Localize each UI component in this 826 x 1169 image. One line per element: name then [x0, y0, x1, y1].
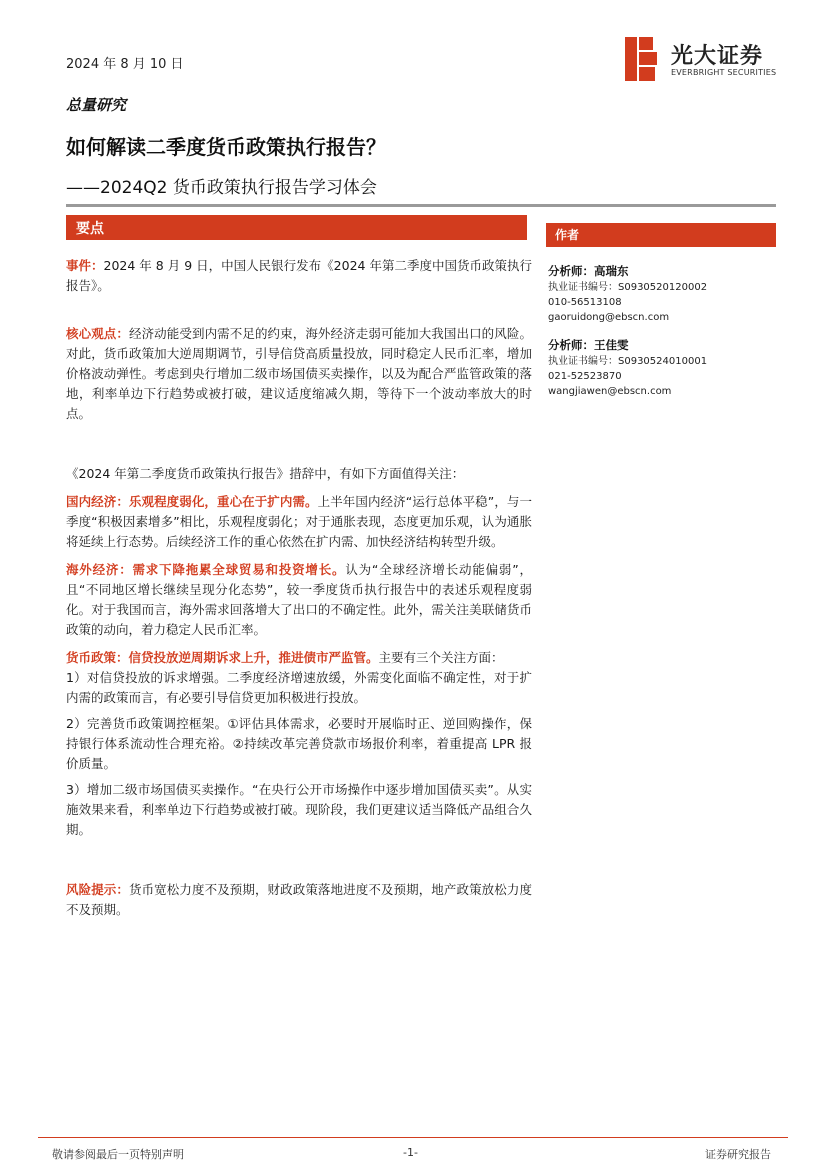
overseas-paragraph	[66, 560, 532, 640]
report-category: 总量研究	[66, 96, 127, 114]
report-subtitle: ——2024Q2 货币政策执行报告学习体会	[66, 178, 377, 198]
analyst-cert: 执业证书编号：S0930520120002	[548, 282, 708, 293]
analyst-email[interactable]: gaoruidong@ebscn.com	[548, 312, 670, 323]
overseas-text: 认为“全球经济增长动能偏弱”，且“不同地区增长继续呈现分化态势”，较一季度货币执行报告中的表述乐观程度弱化。对于我国而言，海外需求回落增大了出口的不确定性。此外，需关注美联储货币政策的动向，着力稳定人民币汇率。	[66, 562, 532, 637]
footer-disclaimer: 敬请参阅最后一页特别声明	[52, 1148, 184, 1161]
domestic-text: 上半年国内经济“运行总体平稳”，与一季度“积极因素增多”相比，乐观程度弱化；对于通胀表现，态度更加乐观，认为通胀将延续上行态势。后续经济工作的重心依然在扩内需、加快经济结构转型升级。	[66, 494, 532, 549]
analyst-phone: 021-52523870	[548, 371, 622, 382]
event-label: 事件：	[66, 258, 104, 273]
everbright-logo-icon	[625, 37, 659, 81]
monetary-label: 货币政策：信贷投放逆周期诉求上升，推进债市严监管。	[66, 650, 379, 665]
monetary-text: 主要有三个关注方面：	[378, 650, 504, 665]
core-text: 经济动能受到内需不足的约束，海外经济走弱可能加大我国出口的风险。对此，货币政策加大逆周期调节，引导信贷高质量投放，同时稳定人民币汇率，增加价格波动弹性。考虑到央行增加二级市场国债买卖操作，以及为配合严监管政策的落地，利率单边下行趋势或被打破，建议适度缩减久期，等待下一个波动率放大的时点。	[66, 326, 532, 421]
analyst-email[interactable]: wangjiawen@ebscn.com	[548, 386, 672, 397]
intro-paragraph: 《2024 年第二季度货币政策执行报告》措辞中，有如下方面值得关注：	[66, 466, 465, 481]
footer-divider	[38, 1137, 788, 1138]
authors-header	[546, 223, 776, 247]
analyst-cert: 执业证书编号：S0930524010001	[548, 356, 708, 367]
logo-text-en: EVERBRIGHT SECURITIES	[671, 68, 777, 77]
key-points-label: 要点	[76, 221, 104, 237]
event-paragraph	[66, 256, 532, 296]
report-title: 如何解读二季度货币政策执行报告？	[66, 135, 386, 159]
domestic-label: 国内经济：乐观程度弱化，重心在于扩内需。	[66, 494, 318, 509]
key-points-header	[66, 215, 527, 240]
core-paragraph	[66, 324, 532, 424]
author-sidebar	[548, 262, 778, 399]
point-2: 2）完善货币政策调控框架。①评估具体需求，必要时开展临时正、逆回购操作，保持银行体系流动性合理充裕。②持续改革完善贷款市场报价利率，着重提高 LPR 报价质量。	[66, 716, 532, 771]
header-divider	[66, 204, 776, 207]
monetary-paragraph	[66, 648, 532, 668]
risk-text: 货币宽松力度不及预期，财政政策落地进度不及预期，地产政策放松力度不及预期。	[66, 882, 532, 917]
overseas-label: 海外经济：需求下降拖累全球贸易和投资增长。	[66, 562, 346, 577]
event-text: 2024 年 8 月 9 日，中国人民银行发布《2024 年第二季度中国货币政策执行报告》。	[66, 258, 532, 293]
domestic-paragraph	[66, 492, 532, 552]
risk-paragraph	[66, 880, 532, 920]
page-number: -1-	[403, 1146, 418, 1159]
main-content	[66, 256, 532, 920]
point-1: 1）对信贷投放的诉求增强。二季度经济增速放缓，外需变化面临不确定性，对于扩内需的政策而言，有必要引导信贷更加积极进行投放。	[66, 670, 532, 705]
footer-report-type: 证券研究报告	[705, 1148, 771, 1161]
core-label: 核心观点：	[66, 326, 129, 341]
analyst-block	[548, 262, 778, 325]
analyst-phone: 010-56513108	[548, 297, 622, 308]
authors-label: 作者	[555, 228, 580, 242]
company-logo	[625, 37, 785, 83]
analyst-block	[548, 336, 778, 399]
analyst-name: 分析师：王佳雯	[548, 338, 629, 352]
analyst-name: 分析师：高瑞东	[548, 264, 629, 278]
risk-label: 风险提示：	[66, 882, 129, 897]
logo-text-cn: 光大证券	[671, 44, 764, 69]
report-date: 2024 年 8 月 10 日	[66, 57, 184, 72]
point-3: 3）增加二级市场国债买卖操作。“在央行公开市场操作中逐步增加国债买卖”。从实施效果来看，利率单边下行趋势或被打破。现阶段，我们更建议适当降低产品组合久期。	[66, 782, 532, 837]
